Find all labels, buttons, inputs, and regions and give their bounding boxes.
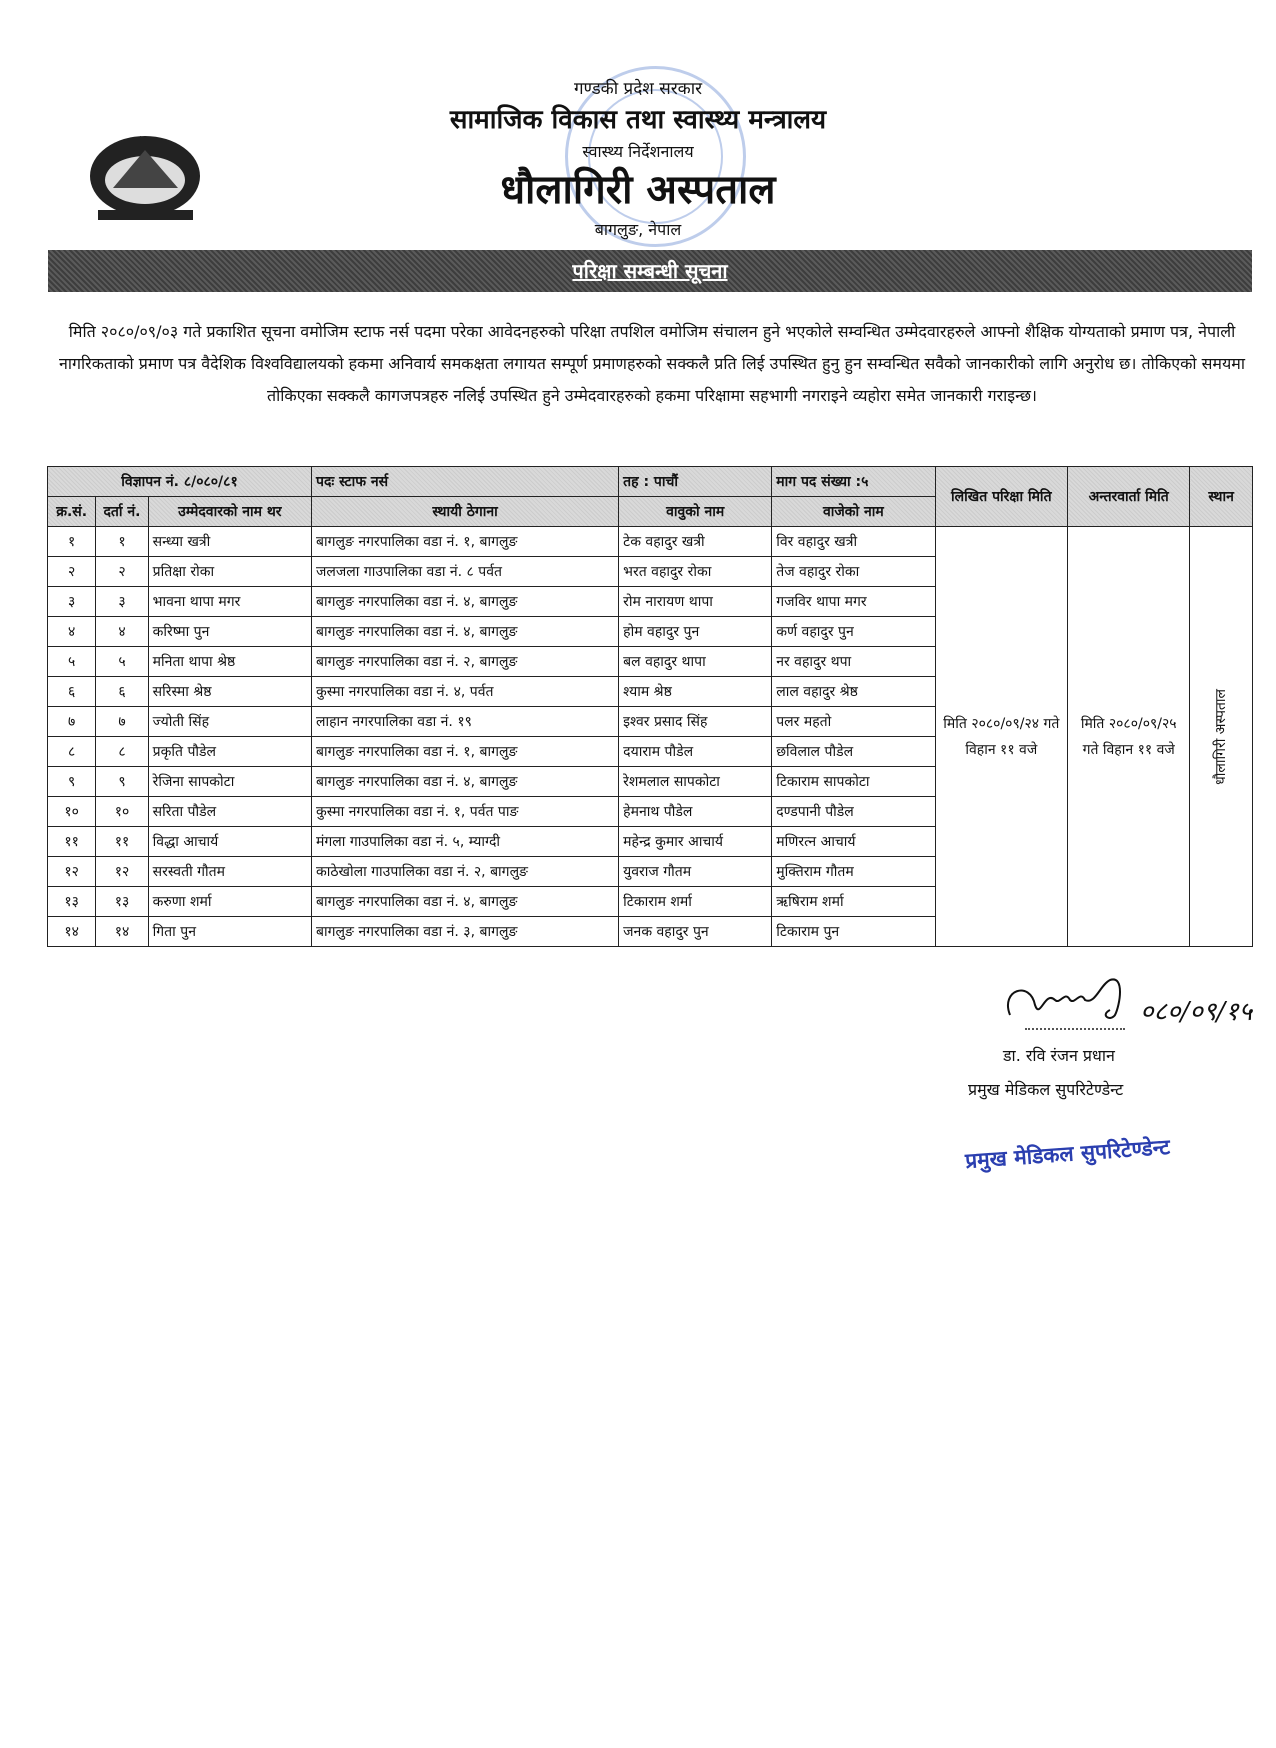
interview-date: मिति २०८०/०९/२५ गते विहान ११ वजे bbox=[1068, 527, 1190, 947]
col-address: स्थायी ठेगाना bbox=[312, 497, 619, 527]
post-level: तह : पाचौं bbox=[619, 467, 772, 497]
col-serial: क्र.सं. bbox=[48, 497, 96, 527]
hospital-name: धौलागिरी अस्पताल bbox=[500, 166, 776, 213]
father-name: भरत वहादुर रोका bbox=[619, 557, 772, 587]
government-name: गण्डकी प्रदेश सरकार bbox=[573, 79, 703, 99]
grandfather-name: छविलाल पौडेल bbox=[772, 737, 935, 767]
registration-number: ६ bbox=[96, 677, 148, 707]
serial-number: १२ bbox=[48, 857, 96, 887]
father-name: जनक वहादुर पुन bbox=[619, 917, 772, 947]
father-name: श्याम श्रेष्ठ bbox=[619, 677, 772, 707]
serial-number: १० bbox=[48, 797, 96, 827]
permanent-address: मंगला गाउपालिका वडा नं. ५, म्याग्दी bbox=[312, 827, 619, 857]
grandfather-name: ऋषिराम शर्मा bbox=[772, 887, 935, 917]
signature-date: ०८०/०९/१५ bbox=[1140, 997, 1253, 1027]
candidate-name: मनिता थापा श्रेष्ठ bbox=[148, 647, 311, 677]
father-name: हेमनाथ पौडेल bbox=[619, 797, 772, 827]
registration-number: २ bbox=[96, 557, 148, 587]
registration-number: १२ bbox=[96, 857, 148, 887]
registration-number: ७ bbox=[96, 707, 148, 737]
notice-title-band bbox=[48, 250, 1252, 292]
serial-number: २ bbox=[48, 557, 96, 587]
father-name: रेशमलाल सापकोटा bbox=[619, 767, 772, 797]
grandfather-name: विर वहादुर खत्री bbox=[772, 527, 935, 557]
father-name: महेन्द्र कुमार आचार्य bbox=[619, 827, 772, 857]
candidate-name: करुणा शर्मा bbox=[148, 887, 311, 917]
serial-number: ६ bbox=[48, 677, 96, 707]
advertisement-number: विज्ञापन नं. ८/०८०/८१ bbox=[48, 467, 312, 497]
signatory-name: डा. रवि रंजन प्रधान bbox=[1003, 1046, 1115, 1065]
grandfather-name: दण्डपानी पौडेल bbox=[772, 797, 935, 827]
serial-number: ४ bbox=[48, 617, 96, 647]
venue-name: धौलागिरी अस्पताल bbox=[1213, 688, 1230, 785]
grandfather-name: टिकाराम सापकोटा bbox=[772, 767, 935, 797]
permanent-address: बागलुङ नगरपालिका वडा नं. ४, बागलुङ bbox=[312, 887, 619, 917]
father-name: इश्वर प्रसाद सिंह bbox=[619, 707, 772, 737]
col-grandfather-name: वाजेको नाम bbox=[772, 497, 935, 527]
venue-header: स्थान bbox=[1190, 467, 1253, 527]
serial-number: ८ bbox=[48, 737, 96, 767]
grandfather-name: मुक्तिराम गौतम bbox=[772, 857, 935, 887]
permanent-address: बागलुङ नगरपालिका वडा नं. ४, बागलुङ bbox=[312, 617, 619, 647]
registration-number: ५ bbox=[96, 647, 148, 677]
directorate-name: स्वास्थ्य निर्देशनालय bbox=[582, 142, 694, 161]
grandfather-name: नर वहादुर थपा bbox=[772, 647, 935, 677]
candidate-name: ज्योती सिंह bbox=[148, 707, 311, 737]
registration-number: १० bbox=[96, 797, 148, 827]
candidate-name: सन्ध्या खत्री bbox=[148, 527, 311, 557]
candidate-name: भावना थापा मगर bbox=[148, 587, 311, 617]
serial-number: ११ bbox=[48, 827, 96, 857]
father-name: टेक वहादुर खत्री bbox=[619, 527, 772, 557]
permanent-address: जलजला गाउपालिका वडा नं. ८ पर्वत bbox=[312, 557, 619, 587]
serial-number: ७ bbox=[48, 707, 96, 737]
registration-number: १४ bbox=[96, 917, 148, 947]
registration-number: १ bbox=[96, 527, 148, 557]
permanent-address: कुस्मा नगरपालिका वडा नं. ४, पर्वत bbox=[312, 677, 619, 707]
permanent-address: बागलुङ नगरपालिका वडा नं. १, बागलुङ bbox=[312, 527, 619, 557]
signature-line bbox=[1025, 1028, 1125, 1030]
grandfather-name: पलर महतो bbox=[772, 707, 935, 737]
col-candidate-name: उम्मेदवारको नाम थर bbox=[148, 497, 311, 527]
post-name: पदः स्टाफ नर्स bbox=[312, 467, 619, 497]
permanent-address: बागलुङ नगरपालिका वडा नं. ४, बागलुङ bbox=[312, 767, 619, 797]
serial-number: १४ bbox=[48, 917, 96, 947]
father-name: युवराज गौतम bbox=[619, 857, 772, 887]
grandfather-name: लाल वहादुर श्रेष्ठ bbox=[772, 677, 935, 707]
registration-number: ९ bbox=[96, 767, 148, 797]
interview-header: अन्तरवार्ता मिति bbox=[1068, 467, 1190, 527]
father-name: रोम नारायण थापा bbox=[619, 587, 772, 617]
serial-number: ९ bbox=[48, 767, 96, 797]
father-name: होम वहादुर पुन bbox=[619, 617, 772, 647]
candidate-name: सरिता पौडेल bbox=[148, 797, 311, 827]
table-row bbox=[48, 527, 1253, 557]
registration-number: ३ bbox=[96, 587, 148, 617]
notice-title: परिक्षा सम्बन्धी सूचना bbox=[572, 259, 728, 283]
registration-number: १३ bbox=[96, 887, 148, 917]
col-registration: दर्ता नं. bbox=[96, 497, 148, 527]
registration-number: ४ bbox=[96, 617, 148, 647]
ministry-name: सामाजिक विकास तथा स्वास्थ्य मन्त्रालय bbox=[449, 105, 827, 135]
serial-number: १ bbox=[48, 527, 96, 557]
grandfather-name: कर्ण वहादुर पुन bbox=[772, 617, 935, 647]
candidate-name: सरस्वती गौतम bbox=[148, 857, 311, 887]
permanent-address: लाहान नगरपालिका वडा नं. १९ bbox=[312, 707, 619, 737]
serial-number: १३ bbox=[48, 887, 96, 917]
candidate-table bbox=[47, 466, 1253, 947]
hospital-location: बागलुङ, नेपाल bbox=[594, 220, 682, 239]
registration-number: ११ bbox=[96, 827, 148, 857]
serial-number: ३ bbox=[48, 587, 96, 617]
demand-posts: माग पद संख्या :५ bbox=[772, 467, 935, 497]
candidate-name: गिता पुन bbox=[148, 917, 311, 947]
candidate-name: रेजिना सापकोटा bbox=[148, 767, 311, 797]
official-stamp: प्रमुख मेडिकल सुपरिटेण्डेन्ट bbox=[964, 1133, 1171, 1174]
notice-body: मिति २०८०/०९/०३ गते प्रकाशित सूचना वमोजिम स्टाफ नर्स पदमा परेका आवेदनहरुको परिक्षा तपशिल वमोजिम संचालन हुने भएकोले सम्वन्धित उम्मेदवारहरुले आफ्नो शैक्षिक योग्यताको प्रमाण पत्र, नेपाली नागरिकताको प्रमाण पत्र वैदेशिक विश्वविद्यालयको हकमा अनिवार्य समकक्षता लगायत सम्पूर्ण प्रमाणहरुको सक्कलै प्रति लिई उपस्थित हुनु हुन सम्वन्धित सवैको जानकारीको लागि अनुरोध छ। तोकिएको समयमा तोकिएका सक्कलै कागजपत्रहरु नलिई उपस्थित हुने उम्मेदवारहरुको हकमा परिक्षामा सहभागी नगराइने व्यहोरा समेत जानकारी गराइन्छ। bbox=[58, 322, 1245, 405]
permanent-address: बागलुङ नगरपालिका वडा नं. ३, बागलुङ bbox=[312, 917, 619, 947]
grandfather-name: टिकाराम पुन bbox=[772, 917, 935, 947]
grandfather-name: गजविर थापा मगर bbox=[772, 587, 935, 617]
permanent-address: बागलुङ नगरपालिका वडा नं. १, बागलुङ bbox=[312, 737, 619, 767]
written-exam-date: मिति २०८०/०९/२४ गते विहान ११ वजे bbox=[935, 527, 1068, 947]
candidate-name: सरिस्मा श्रेष्ठ bbox=[148, 677, 311, 707]
col-father-name: वावुको नाम bbox=[619, 497, 772, 527]
venue-cell bbox=[1190, 527, 1253, 947]
written-exam-header: लिखित परिक्षा मिति bbox=[935, 467, 1068, 527]
candidate-name: विद्धा आचार्य bbox=[148, 827, 311, 857]
permanent-address: बागलुङ नगरपालिका वडा नं. ४, बागलुङ bbox=[312, 587, 619, 617]
candidate-name: प्रकृति पौडेल bbox=[148, 737, 311, 767]
serial-number: ५ bbox=[48, 647, 96, 677]
permanent-address: बागलुङ नगरपालिका वडा नं. २, बागलुङ bbox=[312, 647, 619, 677]
permanent-address: कुस्मा नगरपालिका वडा नं. १, पर्वत पाङ bbox=[312, 797, 619, 827]
candidate-name: प्रतिक्षा रोका bbox=[148, 557, 311, 587]
signatory-title: प्रमुख मेडिकल सुपरिटेण्डेन्ट bbox=[968, 1080, 1124, 1099]
father-name: टिकाराम शर्मा bbox=[619, 887, 772, 917]
father-name: दयाराम पौडेल bbox=[619, 737, 772, 767]
grandfather-name: तेज वहादुर रोका bbox=[772, 557, 935, 587]
candidate-name: करिष्मा पुन bbox=[148, 617, 311, 647]
father-name: बल वहादुर थापा bbox=[619, 647, 772, 677]
registration-number: ८ bbox=[96, 737, 148, 767]
permanent-address: काठेखोला गाउपालिका वडा नं. २, बागलुङ bbox=[312, 857, 619, 887]
grandfather-name: मणिरत्न आचार्य bbox=[772, 827, 935, 857]
